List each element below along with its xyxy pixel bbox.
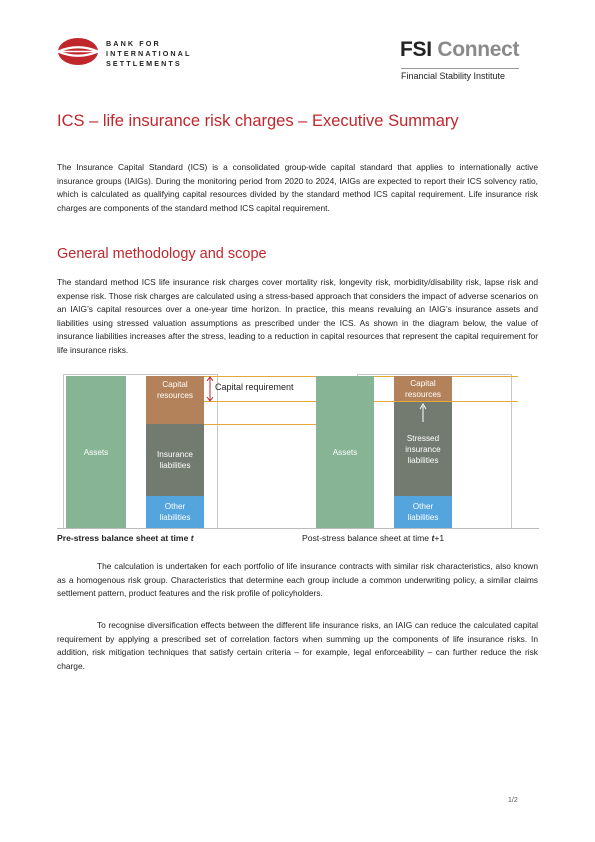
connect-logo-text: Connect bbox=[437, 38, 520, 61]
balance-sheet-diagram bbox=[57, 374, 539, 550]
fsi-subtitle: Financial Stability Institute bbox=[401, 68, 519, 81]
fsi-logo-text: FSI bbox=[400, 38, 432, 61]
bis-line-2: INTERNATIONAL bbox=[106, 49, 192, 58]
intro-paragraph: The Insurance Capital Standard (ICS) is a consolidated group-wide capital standard that applies to internationally active insurance groups (IAIGs). During the monitoring period from 2020 to 2024, IAIGs are expected to report their ICS solvency ratio, which is calculated as qualifying capital resources divided by the standard method ICS capital requirement. Life insurance risk charges are components of the standard method ICS capital requirement. bbox=[57, 162, 538, 213]
baseline bbox=[57, 528, 539, 529]
post-assets-label: Assets bbox=[332, 447, 358, 457]
page-title: ICS – life insurance risk charges – Executive Summary bbox=[57, 112, 459, 130]
bis-wordmark bbox=[106, 39, 191, 69]
pre-stress-caption-text: Pre-stress balance sheet at time bbox=[57, 533, 189, 543]
post-stress-caption bbox=[302, 533, 444, 543]
stress-increase-arrow-icon bbox=[419, 403, 427, 423]
pre-stress-caption-var: t bbox=[190, 533, 194, 543]
methodology-paragraph: The standard method ICS life insurance risk charges cover mortality risk, longevity risk, morbidity/disability risk, lapse risk and expense risk. Those risk charges are calculated using a stress-based approach that considers the impact of adverse scenarios on an IAIG’s capital resources over a one-year time horizon. In practice, this means revaluing an IAIG’s insurance assets and liabilities using stressed valuation assumptions as prescribed under the ICS. As shown in the diagram below, the value of insurance liabilities increases after the stress, leading to a reduction in capital resources that represent the capital requirement for life insurance risks. bbox=[57, 277, 538, 355]
bis-line-1: BANK FOR bbox=[106, 39, 161, 48]
post-other-liabilities-label: Other liabilities bbox=[407, 502, 439, 522]
pre-capital-resources-label: Capital resources bbox=[157, 380, 193, 400]
post-capital-resources-label: Capital resources bbox=[405, 378, 441, 399]
page-number: 1/2 bbox=[508, 797, 518, 804]
section-heading: General methodology and scope bbox=[57, 246, 267, 262]
bis-line-3: SETTLEMENTS bbox=[106, 59, 182, 68]
calculation-paragraph: The calculation is undertaken for each portfolio of life insurance contracts with similar risk characteristics, also known as a homogenous risk group. Characteristics that determine each group include a common underwriting policy, a similar claims settlement pattern, product features and the risk profile of policyholders. bbox=[57, 561, 538, 599]
pre-stress-caption bbox=[57, 533, 194, 543]
pre-assets-block bbox=[66, 376, 126, 528]
pre-other-liabilities-label: Other liabilities bbox=[159, 502, 191, 522]
post-stressed-insurance-liabilities-label: Stressed insurance liabilities bbox=[405, 433, 441, 465]
post-stress-caption-var: t bbox=[431, 533, 435, 543]
post-stress-caption-text: Post-stress balance sheet at time bbox=[302, 533, 430, 543]
pre-assets-label: Assets bbox=[83, 447, 109, 457]
bis-logo-icon bbox=[57, 37, 99, 66]
pre-insurance-liabilities-block bbox=[146, 424, 204, 496]
post-other-liabilities-block bbox=[394, 496, 452, 528]
post-capital-resources-block bbox=[394, 376, 452, 401]
pre-other-liabilities-block bbox=[146, 496, 204, 528]
post-stress-caption-suffix: +1 bbox=[434, 533, 445, 543]
diversification-paragraph: To recognise diversification effects between the different life insurance risks, an IAIG can reduce the calculated capital requirement by applying a prescribed set of correlation factors when summing up the components of life insurance risks. In addition, risk mitigation techniques that satisfy certain criteria – for example, legal enforceability – can further reduce the risk charge. bbox=[57, 620, 538, 671]
capital-requirement-label: Capital requirement bbox=[215, 382, 294, 392]
pre-capital-resources-block bbox=[146, 376, 204, 424]
pre-insurance-liabilities-label: Insurance liabilities bbox=[157, 450, 193, 470]
post-assets-block bbox=[316, 376, 374, 528]
fsi-connect-logo bbox=[400, 38, 519, 62]
capital-requirement-arrow-icon bbox=[206, 376, 214, 402]
